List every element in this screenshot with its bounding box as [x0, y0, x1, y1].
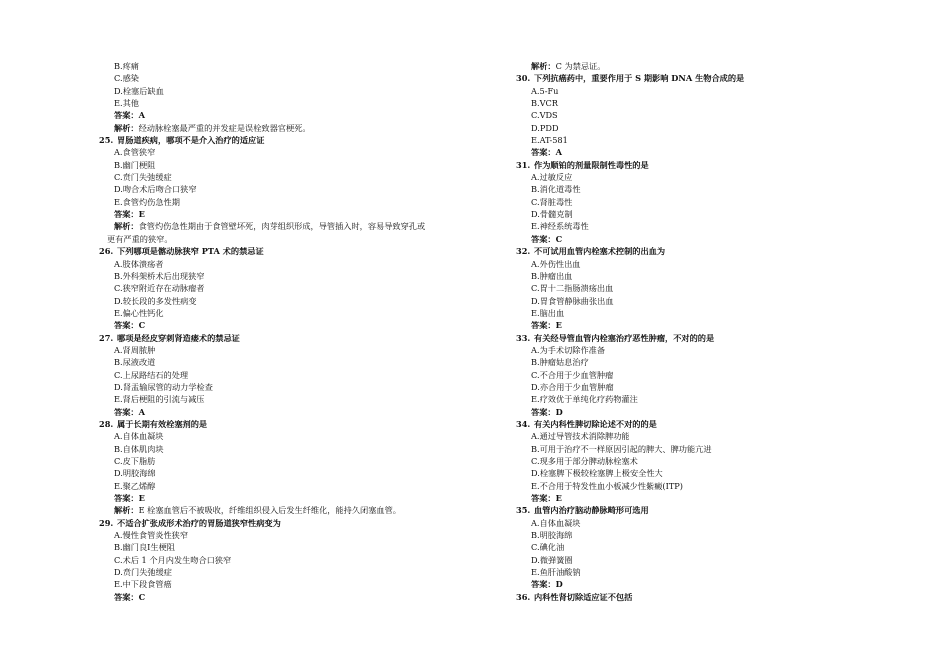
answer-value: D: [555, 579, 563, 590]
question-text: 有关经导管血管内栓塞治疗恶性肿瘤，不对的的是: [534, 332, 715, 343]
answer-option: A.过敏反应: [531, 172, 573, 183]
question-number: 34.: [516, 418, 531, 429]
explanation-text: E 栓塞血管后不被吸收，纤维组织侵入后发生纤维化，能持久闭塞血管。: [138, 505, 401, 516]
answer-option: B.疼痛: [114, 61, 139, 71]
answer-label: 答案：: [531, 493, 556, 504]
question-number: 33.: [516, 332, 531, 343]
question-number: 35.: [516, 505, 531, 516]
question-stem: [99, 134, 444, 146]
answer-option: E.偏心性钙化: [114, 307, 164, 318]
answer-option: D.栓塞后缺血: [114, 85, 164, 96]
answer-label: 答案：: [531, 406, 556, 417]
answer-label: 答案：: [531, 233, 556, 244]
answer-option: B.幽门梗阻: [114, 159, 156, 170]
answer-value: E: [138, 209, 145, 220]
question-text: 内科性肾切除适应证不包括: [534, 591, 633, 602]
answer-option: C.贲门失弛缓症: [114, 172, 172, 183]
answer-option: A.食管狭窄: [114, 147, 156, 158]
answer-option: A.自体血凝块: [531, 517, 581, 528]
answer-value: E: [138, 493, 145, 504]
answer-option: B.幽门良Ⅰ生梗阻: [114, 542, 175, 553]
question-text: 血管内治疗脑动静脉畸形可选用: [534, 505, 649, 516]
question-text: 下列抗癌药中，重要作用于 S 期影响 DNA 生物合成的是: [534, 73, 745, 84]
question-text: 胃肠道疾病，哪项不是介入治疗的适应证: [117, 135, 265, 146]
answer-line: [516, 492, 861, 504]
answer-line: [516, 406, 861, 418]
answer-option: E.不合用于特发性血小板减少性紫癜(ITP): [531, 480, 683, 491]
answer-option: A.自体血凝块: [114, 431, 164, 442]
explanation-label: 解析：: [114, 221, 139, 232]
question-number: 30.: [516, 73, 531, 84]
answer-label: 答案：: [114, 320, 139, 331]
question-text: 下列哪项是髂动脉狭窄 PTA 术的禁忌证: [117, 246, 264, 257]
answer-option: D.明胶海绵: [114, 468, 156, 479]
answer-option: C.皮下脂肪: [114, 456, 156, 466]
answer-line: [99, 406, 444, 418]
answer-option: A.外伤性出血: [531, 258, 581, 269]
question-stem: [516, 245, 861, 257]
answer-option: B.自体肌肉块: [114, 443, 164, 454]
answer-option: C.狭窄附近存在动脉瘤者: [114, 283, 205, 294]
answer-option: E.食管灼伤急性期: [114, 196, 180, 207]
answer-option: C.现多用于部分脾动脉栓塞术: [531, 456, 638, 466]
answer-option: E.疗效优于单纯化疗药物灌注: [531, 394, 638, 405]
answer-option: B.肿瘤出血: [531, 270, 573, 281]
answer-option: A.肢体溃疡者: [114, 258, 164, 269]
explanation-label: 解析：: [114, 505, 139, 516]
question-number: 27.: [99, 332, 114, 343]
answer-option: B.VCR: [531, 98, 558, 109]
right-column: [516, 60, 861, 603]
answer-option: A.慢性食管炎性狭窄: [114, 530, 189, 541]
answer-line: [99, 319, 444, 331]
answer-option: D.较长段的多发性病变: [114, 295, 197, 306]
explanation-text: 经动脉栓塞最严重的并发症是误栓致器官梗死。: [138, 122, 311, 133]
answer-option: E.脑出血: [531, 307, 565, 318]
answer-line: [516, 233, 861, 245]
answer-option: A.5-Fu: [531, 85, 559, 96]
answer-option: E.神经系统毒性: [531, 221, 589, 232]
question-number: 32.: [516, 246, 531, 257]
answer-value: E: [555, 493, 562, 504]
answer-line: [99, 591, 444, 603]
answer-line: [99, 208, 444, 220]
answer-option: D.胃食管静脉曲张出血: [531, 295, 614, 306]
question-number: 29.: [99, 517, 114, 528]
answer-value: A: [555, 147, 562, 158]
answer-label: 答案：: [531, 320, 556, 331]
explanation-line: [99, 220, 444, 232]
answer-option: A.肾周脓肿: [114, 344, 156, 355]
answer-option: E.鱼肝油酸钠: [531, 567, 581, 578]
question-number: 36.: [516, 591, 531, 602]
answer-value: C: [138, 320, 146, 331]
question-stem: [516, 418, 861, 430]
answer-option: B.肿瘤姑息治疗: [531, 357, 589, 368]
answer-label: 答案：: [531, 147, 556, 158]
question-number: 28.: [99, 418, 114, 429]
answer-option: D.栓塞脾下极较栓塞脾上极安全性大: [531, 468, 663, 479]
answer-option: D.亦合用于少血管肿瘤: [531, 381, 614, 392]
answer-option: A.通过导管技术消除脾功能: [531, 431, 630, 442]
explanation-label: 解析：: [531, 61, 556, 71]
question-stem: [99, 517, 444, 529]
answer-line: [516, 319, 861, 331]
question-stem: [516, 159, 861, 171]
question-stem: [99, 245, 444, 257]
answer-option: E.肾后梗阻的引流与减压: [114, 394, 205, 405]
question-stem: [99, 332, 444, 344]
question-stem: [516, 504, 861, 516]
answer-label: 答案：: [114, 591, 139, 602]
explanation-line: [516, 60, 861, 72]
answer-option: B.明胶海绵: [531, 530, 573, 541]
answer-line: [99, 492, 444, 504]
question-text: 哪项是经皮穿刺肾造瘘术的禁忌证: [117, 332, 240, 343]
answer-option: B.尿液改道: [114, 357, 156, 368]
answer-option: C.胃十二指肠溃疡出血: [531, 283, 614, 294]
answer-option: E.中下段食管癌: [114, 579, 172, 590]
explanation-line: [99, 122, 444, 134]
explanation-line: [99, 504, 444, 516]
answer-option: C.上尿路结石的处理: [114, 369, 189, 380]
answer-option: C.不合用于少血管肿瘤: [531, 369, 614, 380]
answer-value: C: [555, 233, 563, 244]
answer-option: E.聚乙烯醇: [114, 480, 156, 491]
answer-label: 答案：: [114, 110, 139, 121]
question-stem: [516, 332, 861, 344]
answer-option: E.AT-581: [531, 135, 568, 146]
answer-label: 答案：: [114, 406, 139, 417]
question-stem: [99, 418, 444, 430]
answer-value: E: [555, 320, 562, 331]
answer-option: D.PDD: [531, 122, 559, 133]
explanation-text: 食管灼伤急性期由于食管壁坏死，肉芽组织形成，导管插入时，容易导致穿孔或: [138, 221, 426, 232]
answer-label: 答案：: [531, 579, 556, 590]
answer-value: A: [138, 406, 145, 417]
answer-option: B.可用于治疗不一样原因引起的脾大、脾功能亢进: [531, 443, 712, 454]
explanation-continuation: 更有严重的狭窄。: [107, 233, 173, 244]
answer-option: D.吻合术后吻合口狭窄: [114, 184, 197, 195]
answer-line: [516, 578, 861, 590]
question-text: 属于长期有效栓塞剂的是: [117, 418, 208, 429]
answer-label: 答案：: [114, 209, 139, 220]
answer-option: B.消化道毒性: [531, 184, 581, 195]
answer-option: D.微弹簧圈: [531, 554, 573, 565]
answer-line: [516, 146, 861, 158]
answer-line: [99, 109, 444, 121]
explanation-label: 解析：: [114, 122, 139, 133]
answer-option: D.肾盂输尿管的动力学检查: [114, 381, 213, 392]
answer-option: A.为手术切除作准备: [531, 344, 606, 355]
answer-option: C.VDS: [531, 110, 558, 121]
question-number: 26.: [99, 246, 114, 257]
explanation-text: C 为禁忌证。: [555, 61, 606, 71]
question-stem: [516, 72, 861, 84]
answer-option: E.其他: [114, 98, 139, 109]
answer-value: D: [555, 406, 563, 417]
question-number: 31.: [516, 159, 531, 170]
question-text: 不可试用血管内栓塞术控制的出血为: [534, 246, 666, 257]
answer-option: C.感染: [114, 73, 139, 84]
left-column: [99, 60, 444, 603]
answer-option: D.贲门失弛缓症: [114, 567, 172, 578]
answer-option: C.碘化油: [531, 542, 565, 553]
question-text: 有关内科性脾切除论述不对的的是: [534, 418, 657, 429]
question-text: 不适合扩张成形术治疗的胃肠道狭窄性病变为: [117, 517, 281, 528]
answer-option: D.骨髓克制: [531, 209, 573, 220]
answer-option: C.术后 1 个月内发生吻合口狭窄: [114, 554, 232, 565]
answer-option: C.肾脏毒性: [531, 196, 573, 207]
question-stem: [516, 591, 861, 603]
answer-value: C: [138, 591, 146, 602]
answer-option: B.外科架桥术后出现狭窄: [114, 270, 205, 281]
answer-value: A: [138, 110, 145, 121]
question-text: 作为顺铂的剂量限制性毒性的是: [534, 159, 649, 170]
question-number: 25.: [99, 135, 114, 146]
answer-label: 答案：: [114, 493, 139, 504]
